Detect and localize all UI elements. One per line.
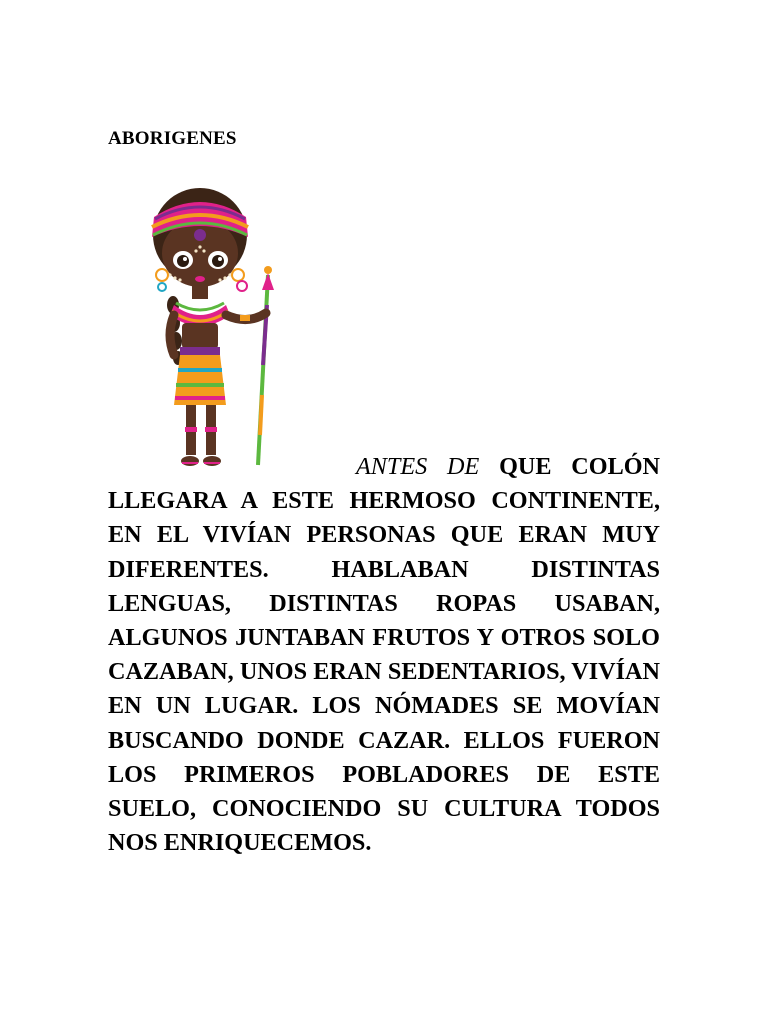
paragraph-text: QUE COLÓN LLEGARA A ESTE HERMOSO CONTINENTE, EN EL VIVÍAN PERSONAS QUE ERAN MUY DIFERENTES. HABLABAN DISTINTAS LENGUAS, DISTINTAS ROPAS USABAN, ALGUNOS JUNTABAN FRUTOS Y OTROS SOLO CAZABAN, UNOS ERAN SEDENTARIOS, VIVÍAN EN UN LUGAR. LOS NÓMADES SE MOVÍAN BUSCANDO DONDE CAZAR. ELLOS FUERON LOS PRIMEROS POBLADORES DE ESTE SUELO, CONOCIENDO SU CULTURA TODOS NOS ENRIQUECEMOS. <box>108 453 660 857</box>
document-title: ABORIGENES <box>108 128 237 149</box>
aboriginal-girl-illustration <box>108 165 298 475</box>
spear-staff <box>258 266 274 465</box>
patterned-skirt <box>174 355 226 405</box>
body-paragraph <box>108 450 660 860</box>
mouth <box>195 276 205 282</box>
lead-italic-text: ANTES DE <box>356 453 480 480</box>
